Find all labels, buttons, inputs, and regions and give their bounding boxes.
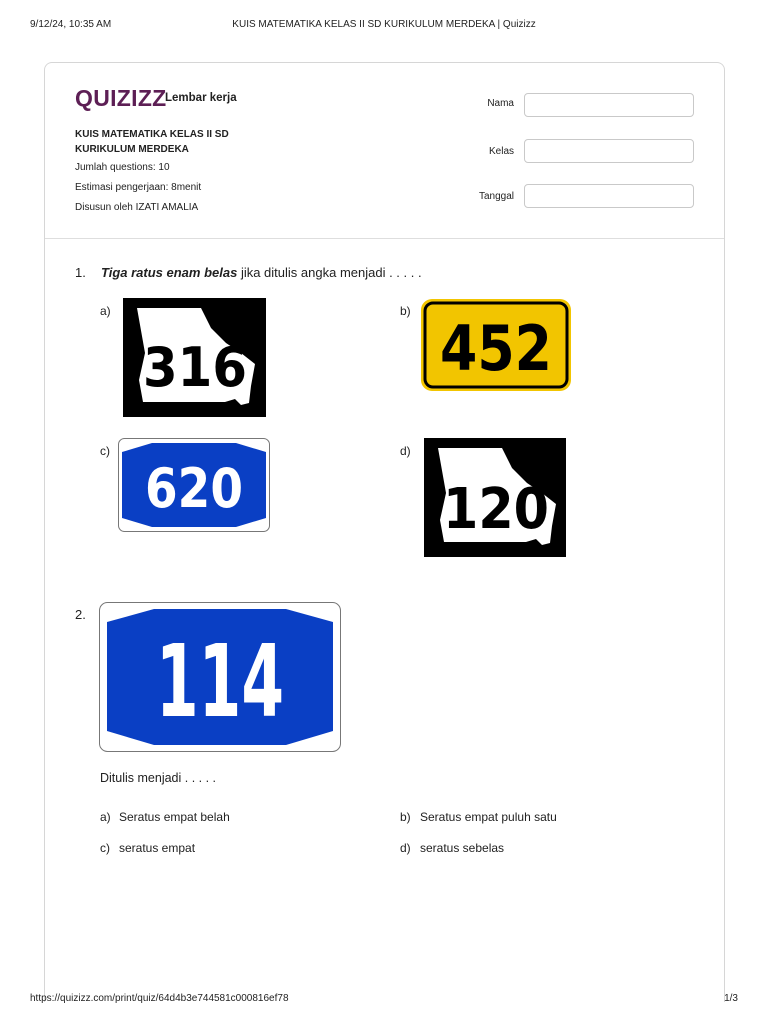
q1-option-a-sign[interactable] <box>123 298 266 417</box>
sign-number-316: 316 <box>143 336 247 399</box>
q2-sign <box>99 602 341 752</box>
worksheet <box>44 62 725 1002</box>
name-field[interactable] <box>524 93 694 117</box>
question-1-rest: jika ditulis angka menjadi . . . . . <box>237 265 422 280</box>
print-header <box>30 19 738 33</box>
class-field[interactable] <box>524 139 694 163</box>
sign-number-452: 452 <box>440 312 552 385</box>
question-1-text <box>101 265 422 280</box>
question-1-number: 1. <box>75 265 86 280</box>
sign-number-620: 620 <box>145 457 243 520</box>
author: Disusun oleh IZATI AMALIA <box>75 202 199 213</box>
question-count: Jumlah questions: 10 <box>75 162 170 173</box>
q1-option-b-sign[interactable] <box>420 298 572 392</box>
sign-number-114: 114 <box>156 623 284 740</box>
blue-route-sign-icon <box>118 438 270 532</box>
print-url[interactable]: https://quizizz.com/print/quiz/64d4b3e744581c000816ef78 <box>30 993 289 1004</box>
class-label: Kelas <box>488 146 514 157</box>
yellow-route-sign-icon <box>420 298 572 392</box>
worksheet-header <box>45 63 724 239</box>
q1-option-c-letter: c) <box>100 444 110 458</box>
question-2-text: Ditulis menjadi . . . . . <box>100 771 217 785</box>
page-number: 1/3 <box>724 993 738 1004</box>
date-field[interactable] <box>524 184 694 208</box>
blue-route-sign-icon <box>99 602 341 752</box>
worksheet-label: Lembar kerja <box>165 92 237 104</box>
q2-option-d-letter: d) <box>400 841 411 855</box>
question-2-number: 2. <box>75 607 86 622</box>
q2-option-c-text[interactable]: seratus empat <box>119 841 196 855</box>
quiz-title: KUIS MATEMATIKA KELAS II SD KURIKULUM MERDEKA <box>75 129 229 155</box>
print-title: KUIS MATEMATIKA KELAS II SD KURIKULUM MERDEKA | Quizizz <box>232 19 536 30</box>
q1-option-d-sign[interactable] <box>424 438 566 557</box>
estimated-time: Estimasi pengerjaan: 8menit <box>75 182 202 193</box>
q2-option-a-letter: a) <box>100 810 111 824</box>
name-label: Nama <box>487 98 514 109</box>
question-1-emphasis: Tiga ratus enam belas <box>101 265 238 280</box>
q1-option-a-letter: a) <box>100 304 111 318</box>
q2-option-a-text[interactable]: Seratus empat belah <box>119 810 230 824</box>
q1-option-b-letter: b) <box>400 304 411 318</box>
q2-option-b-letter: b) <box>400 810 411 824</box>
print-datetime: 9/12/24, 10:35 AM <box>30 19 112 30</box>
q2-option-c-letter: c) <box>100 841 110 855</box>
q2-option-d-text[interactable]: seratus sebelas <box>420 841 505 855</box>
q1-option-d-letter: d) <box>400 444 411 458</box>
sign-number-120: 120 <box>443 477 549 542</box>
print-footer <box>30 993 738 1007</box>
date-label: Tanggal <box>478 191 514 202</box>
georgia-route-sign-icon <box>424 438 566 557</box>
q2-option-b-text[interactable]: Seratus empat puluh satu <box>420 810 557 824</box>
georgia-route-sign-icon <box>123 298 266 417</box>
q1-option-c-sign[interactable] <box>118 438 270 532</box>
quizizz-logo: QUIZIZZ <box>75 85 167 111</box>
